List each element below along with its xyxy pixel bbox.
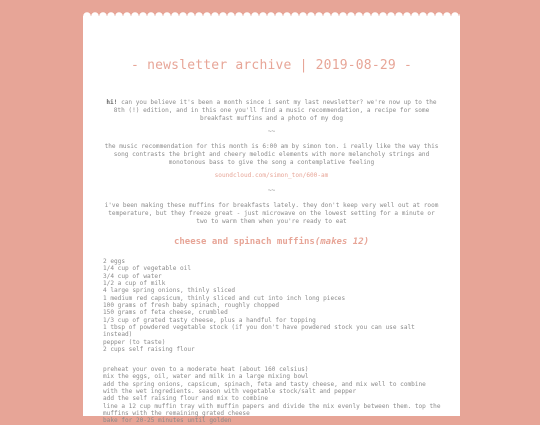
ingredient-item: 1 tbsp of powdered vegetable stock (if you don't have powdered stock you can use salt instead) [103,324,419,339]
ingredient-item: 1/3 cup of grated tasty cheese, plus a handful for topping [103,316,316,324]
muffins-paragraph: i've been making these muffins for breakfasts lately. they don't keep very well out at room temperature, but they freeze great - just microwave on the lowest setting for a minute or two to warm them when you're ready to eat [104,202,439,225]
ingredient-item: 1/4 cup of vegetable oil [103,265,192,273]
ingredient-item: 2 eggs [103,258,126,265]
method-step: add the self raising flour and mix to combine [103,395,269,403]
music-link[interactable]: soundcloud.com/simon_ton/600-am [214,172,329,179]
ingredient-item: 3/4 cup of water [103,272,162,280]
method-step: line a 12 cup muffin tray with muffin papers and divide the mix evenly between them. top the muffins with the remaining grated cheese [103,402,445,418]
recipe-heading [83,237,460,247]
newsletter-panel [83,16,460,425]
page-title: - newsletter archive | 2019-08-29 - [131,58,412,73]
intro-paragraph [101,99,442,123]
ingredient-item: pepper (to taste) [103,338,166,346]
method-step: bake for 20-25 minutes until golden [103,417,232,425]
section-separator-2: ~~ [267,187,276,194]
ingredient-item: 150 grams of feta cheese, crumbled [103,309,228,317]
scalloped-edge [83,12,460,20]
section-separator-1: ~~ [267,128,276,135]
recipe-yield: (makes 12) [314,237,370,247]
ingredient-item: 100 grams of fresh baby spinach, roughly chopped [103,302,280,310]
method-step: add the spring onions, capsicum, spinach, feta and tasty cheese, and mix well to combine with the wet ingredients. season with vegetable stock/salt and pepper [103,380,430,396]
ingredient-item: 2 cups self raising flour [103,346,195,354]
ingredient-item: 1/2 a cup of milk [103,280,166,288]
method-step: mix the eggs, oil, water and milk in a large mixing bowl [103,373,309,381]
ingredient-item: 4 large spring onions, thinly sliced [103,287,236,295]
ingredient-item: 1 medium red capsicum, thinly sliced and cut into inch long pieces [103,294,346,302]
intro-text: can you believe it's been a month since i sent my last newsletter? we're now up to the 8th (!) edition, and in this one you'll find a music recommendation, a recipe for some breakfast muffins and a photo of my dog [113,99,437,122]
intro-greeting: hi! [106,99,118,106]
recipe-title: cheese and spinach muffins [173,237,315,247]
method-step: preheat your oven to a moderate heat (about 160 celsius) [103,366,309,373]
method-steps-list [103,366,443,425]
ingredients-list [103,258,443,353]
music-paragraph: the music recommendation for this month is 6:00 am by simon ton. i really like the way this song contrasts the bright and cheery melodic elements with more melancholy strings and monotonous bass to give the song a contemplative feeling [104,143,439,166]
